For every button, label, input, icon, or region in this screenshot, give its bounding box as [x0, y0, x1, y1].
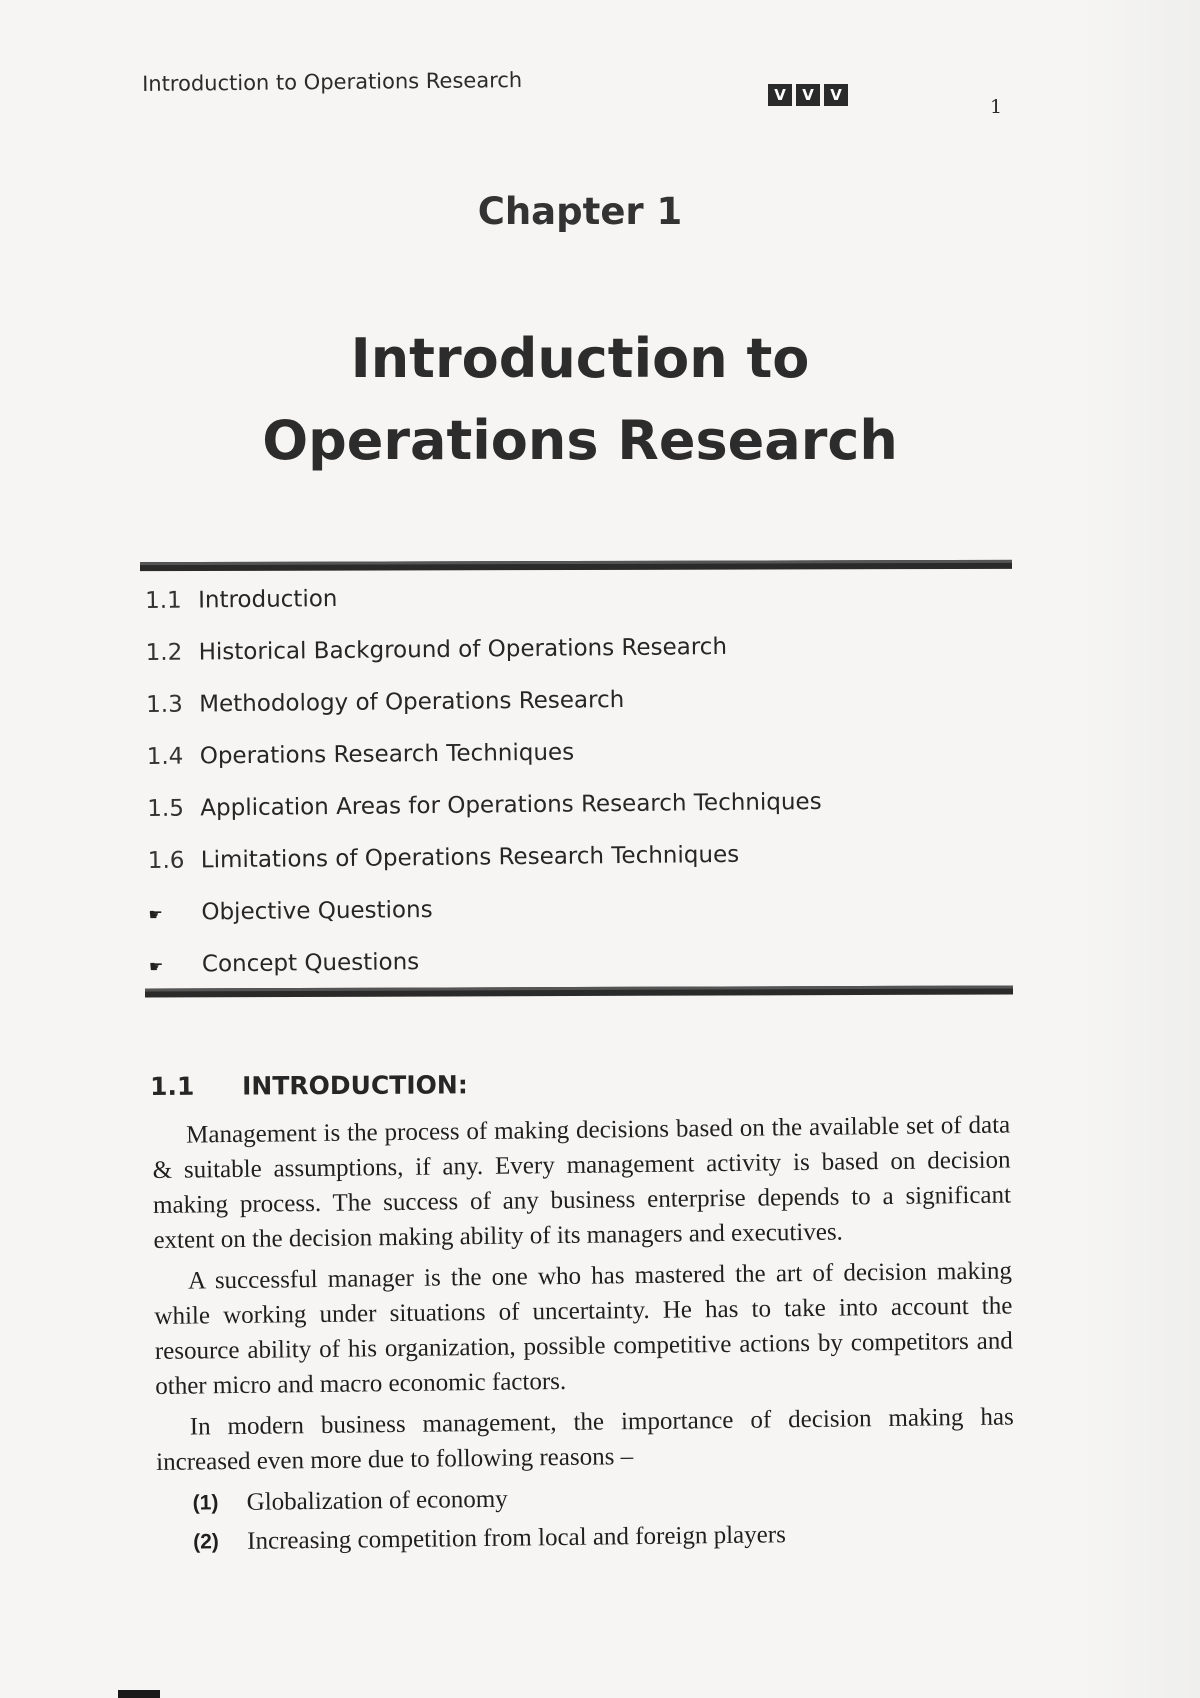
- page-edge-shadow: [1080, 0, 1200, 1698]
- reasons-list: [192, 1475, 1015, 1563]
- toc-item-label: Limitations of Operations Research Techniques: [200, 841, 740, 874]
- chapter-title-line: Introduction to: [350, 327, 810, 390]
- page-number: 1: [990, 96, 1003, 118]
- body-paragraph: In modern business management, the importance of decision making has increased even more due to following reasons –: [156, 1403, 1014, 1476]
- toc-item-label: Methodology of Operations Research: [199, 686, 625, 718]
- pointing-hand-icon: ☛: [148, 904, 163, 924]
- logo-letter: V: [796, 84, 820, 106]
- section-number: 1.1: [150, 1071, 195, 1101]
- toc-item-number: 1.5: [147, 795, 185, 822]
- reason-text: Globalization of economy: [246, 1485, 508, 1516]
- section-title: INTRODUCTION:: [241, 1070, 468, 1101]
- toc-item-number: 1.4: [146, 743, 184, 770]
- body-paragraph: Management is the process of making decisions based on the available set of data & suitable assumptions, if any. Every management activity is based on decision making process. The success of any business enterprise depends to a significant extent on the decision making ability of its managers and executives.: [152, 1111, 1012, 1254]
- chapter-title-line: Operations Research: [262, 409, 898, 472]
- body-paragraph: A successful manager is the one who has mastered the art of decision making while working under situations of uncertainty. He has to take into account the resource ability of his organization, possible competitive actions by competitors and other micro and macro economic factors.: [154, 1257, 1013, 1400]
- logo-letter: V: [768, 84, 792, 106]
- logo-letter: V: [824, 84, 848, 106]
- toc-item: [146, 631, 1006, 692]
- toc-item-label: Concept Questions: [201, 949, 420, 978]
- chapter-label: Chapter 1: [477, 190, 683, 233]
- reason-number: (2): [193, 1530, 219, 1554]
- toc-item-number: 1.1: [145, 587, 182, 614]
- section-heading: [150, 1070, 468, 1101]
- toc-item-label: Objective Questions: [201, 897, 433, 926]
- toc-item: [148, 891, 1008, 952]
- toc-item: [147, 787, 1007, 848]
- toc-item-number: 1.2: [145, 639, 183, 666]
- chapter-contents-list: [145, 579, 1009, 1004]
- toc-item-label: Introduction: [197, 585, 338, 614]
- chapter-title: [0, 318, 1160, 482]
- running-header-title: Introduction to Operations Research: [142, 68, 523, 96]
- section-body: [152, 1108, 1015, 1564]
- reason-number: (1): [192, 1491, 219, 1515]
- toc-item-label: Application Areas for Operations Research Techniques: [200, 788, 822, 822]
- toc-item-number: 1.3: [146, 691, 183, 718]
- toc-item: [145, 579, 1005, 640]
- toc-item: [146, 683, 1006, 744]
- toc-item-label: Operations Research Techniques: [199, 739, 575, 770]
- toc-item: [147, 735, 1007, 796]
- page-edge-mark: [118, 1690, 160, 1698]
- toc-top-rule: [140, 560, 1012, 571]
- pointing-hand-icon: ☛: [148, 956, 164, 976]
- toc-item-number: 1.6: [147, 847, 185, 874]
- publisher-logo: [768, 84, 848, 106]
- toc-item: [148, 839, 1008, 900]
- reason-text: Increasing competition from local and foreign players: [247, 1521, 787, 1555]
- toc-item-label: Historical Background of Operations Research: [198, 633, 728, 666]
